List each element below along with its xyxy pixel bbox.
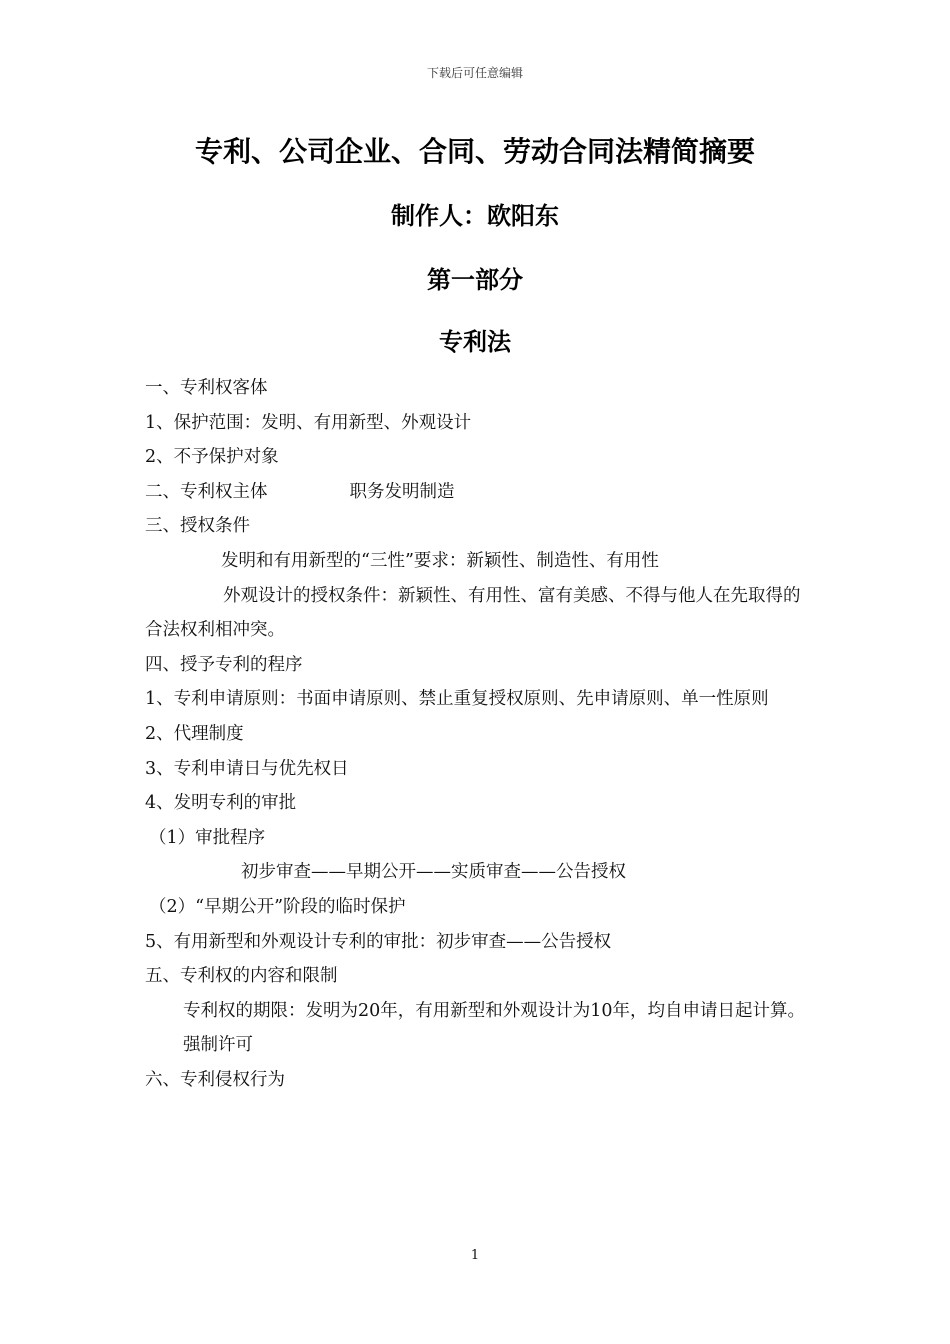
part-heading: 第一部分 <box>427 266 523 294</box>
sub-item: （1）审批程序 <box>149 827 266 848</box>
heading-content-limits: 五、专利权的内容和限制 <box>145 966 338 987</box>
section-heading: 专利法 <box>439 328 511 356</box>
paragraph: 发明和有用新型的“三性”要求：新颖性、制造性、有用性 <box>221 550 659 571</box>
document-body <box>145 371 810 1097</box>
procedure-flow: 初步审查——早期公开——实质审查——公告授权 <box>241 862 626 883</box>
paragraph <box>145 994 810 1029</box>
paragraph-text: 外观设计的授权条件：新颖性、有用性、富有美感、不得与他人在先取得的合法权利相冲突。 <box>145 585 801 641</box>
header-note: 下载后可任意编辑 <box>426 66 523 80</box>
paragraph-text: 专利权的期限：发明为20年，有用新型和外观设计为10年，均自申请日起计算。 <box>183 1000 806 1021</box>
heading-patent-object: 一、专利权客体 <box>145 378 268 398</box>
paragraph <box>145 579 810 648</box>
sub-item: （2）“早期公开”阶段的临时保护 <box>149 896 406 917</box>
heading-grant-conditions: 三、授权条件 <box>145 516 250 537</box>
heading-text: 二、专利权主体 <box>145 481 268 502</box>
list-item: 3、专利申请日与优先权日 <box>145 758 349 779</box>
heading-patent-subject <box>145 475 810 510</box>
list-item: 1、专利申请原则：书面申请原则、禁止重复授权原则、先申请原则、单一性原则 <box>145 689 769 710</box>
paragraph: 强制许可 <box>183 1035 253 1056</box>
heading-grant-procedure: 四、授予专利的程序 <box>145 654 303 675</box>
page-number: 1 <box>470 1248 480 1263</box>
document-title: 专利、公司企业、合同、劳动合同法精简摘要 <box>194 135 755 168</box>
heading-infringement: 六、专利侵权行为 <box>145 1069 285 1090</box>
side-note: 职务发明制造 <box>349 481 455 502</box>
author-line: 制作人：欧阳东 <box>391 202 559 230</box>
list-item: 2、代理制度 <box>145 723 244 744</box>
list-item: 2、不予保护对象 <box>145 447 279 468</box>
list-item: 4、发明专利的审批 <box>145 793 297 814</box>
list-item: 1、保护范围：发明、有用新型、外观设计 <box>145 412 472 433</box>
list-item: 5、有用新型和外观设计专利的审批：初步审查——公告授权 <box>145 931 612 952</box>
